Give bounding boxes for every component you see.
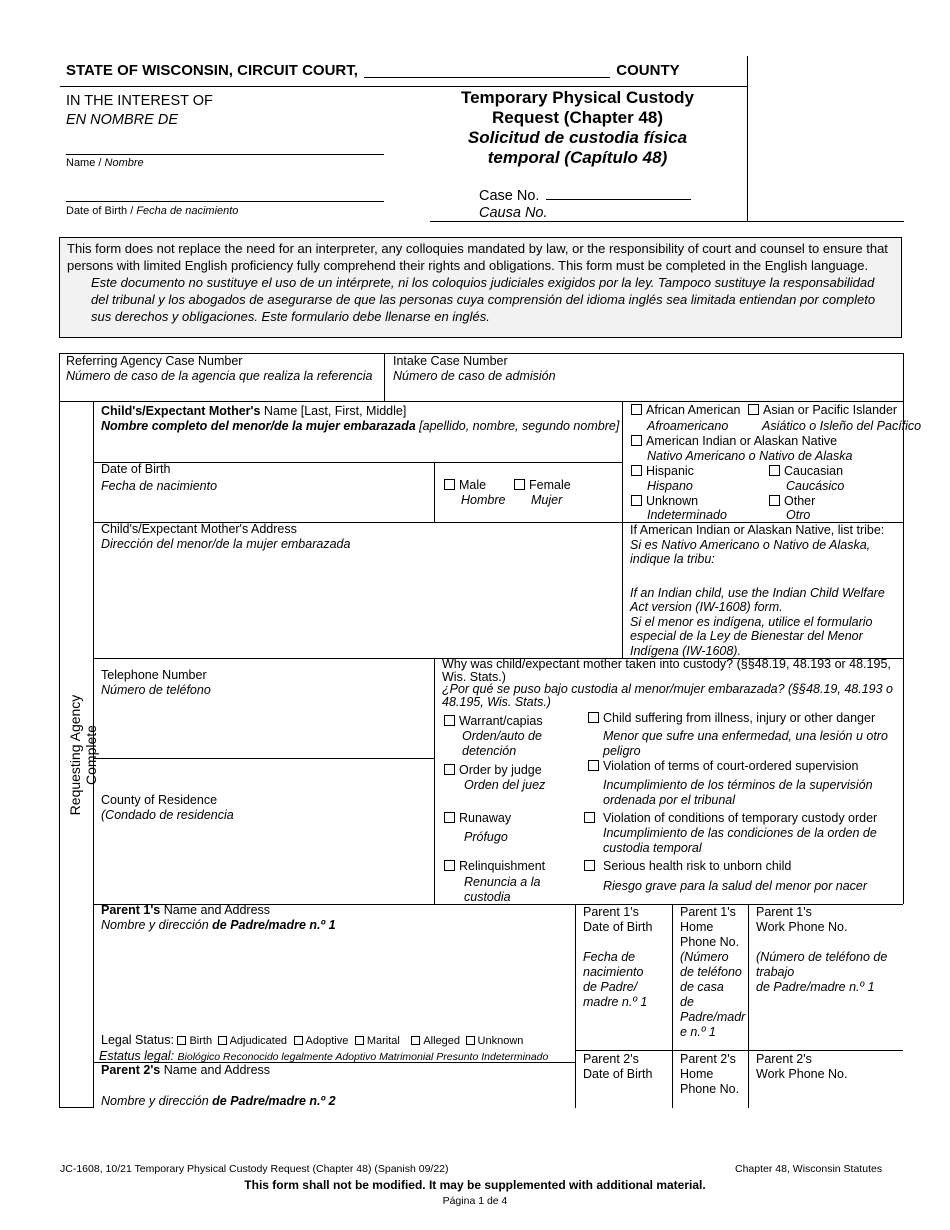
modify-warning: This form shall not be modified. It may be supplemented with additional material. <box>244 1178 706 1192</box>
child-dob-field[interactable]: Date of Birth Fecha de nacimiento <box>101 462 218 493</box>
notice-box <box>59 237 902 338</box>
african-checkbox[interactable] <box>631 404 642 415</box>
custody-question: Why was child/expectant mother taken into custody? (§§48.19, 48.193 or 48.195, Wis. Stats.) ¿Por qué se puso bajo custodia al menor/mujer embarazada? (§§48.19, 48.193 o 48.195, Wis. Stats.) <box>442 657 893 709</box>
reason-runaway[interactable]: Runaway <box>444 811 511 826</box>
name-line[interactable] <box>66 154 384 155</box>
legal-marital[interactable]: Marital <box>355 1035 400 1047</box>
judge-checkbox[interactable] <box>444 764 455 775</box>
court-prefix: STATE OF WISCONSIN, CIRCUIT COURT, <box>66 62 358 79</box>
native-checkbox[interactable] <box>631 435 642 446</box>
interest-en: IN THE INTEREST OF <box>66 93 213 109</box>
case-no-field[interactable] <box>546 187 691 200</box>
case-no-es: Causa No. <box>479 205 548 221</box>
legal-status-es: Estatus legal: Biológico Reconocido legalmente Adoptivo Matrimonial Presunto Indeterminado <box>99 1049 549 1063</box>
form-id: JC-1608, 10/21 Temporary Physical Custody Request (Chapter 48) (Spanish 09/22) <box>60 1163 449 1175</box>
warrant-checkbox[interactable] <box>444 715 455 726</box>
title-es-2: temporal (Capítulo 48) <box>487 148 668 167</box>
intake-case-number[interactable]: Intake Case Number Número de caso de admisión <box>393 354 556 383</box>
reason-warrant[interactable]: Warrant/capias <box>444 714 543 729</box>
referring-case-number[interactable]: Referring Agency Case Number Número de caso de la agencia que realiza la referencia <box>66 354 373 383</box>
title-en-1: Temporary Physical Custody <box>460 88 695 107</box>
reason-supervision[interactable]: Violation of terms of court-ordered supervision <box>588 759 858 774</box>
page-number: Página 1 de 4 <box>442 1195 508 1207</box>
race-unknown[interactable]: Unknown <box>631 494 698 509</box>
parent2-dob[interactable]: Parent 2's Date of Birth <box>583 1052 653 1081</box>
reason-relinquishment[interactable]: Relinquishment <box>444 859 545 874</box>
parent1-name-field[interactable]: Parent 1's Name and Address Nombre y dirección de Padre/madre n.º 1 <box>101 903 336 932</box>
caucasian-checkbox[interactable] <box>769 465 780 476</box>
parent1-work-phone[interactable]: Parent 1's Work Phone No. (Número de teléfono de trabajo de Padre/madre n.º 1 <box>756 905 888 994</box>
female-checkbox[interactable] <box>514 479 525 490</box>
reason-illness[interactable]: Child suffering from illness, injury or other danger <box>588 711 875 726</box>
interest-es: EN NOMBRE DE <box>66 112 178 128</box>
health-risk-checkbox[interactable] <box>584 860 595 871</box>
statute-ref: Chapter 48, Wisconsin Statutes <box>735 1163 883 1175</box>
race-african[interactable]: African American <box>631 403 740 418</box>
sex-male[interactable]: Male <box>444 478 486 493</box>
notice-en: This form does not replace the need for an interpreter, any colloquies mandated by law, or the responsibility of court and counsel to ensure that persons with limited English proficiency fully comprehend their rights and obligations. This form must be completed in the English language. <box>67 241 888 273</box>
legal-birth[interactable]: Birth <box>177 1035 212 1047</box>
hispanic-checkbox[interactable] <box>631 465 642 476</box>
race-caucasian[interactable]: Caucasian <box>769 464 843 479</box>
dob-line[interactable] <box>66 201 384 202</box>
child-name-field[interactable]: Child's/Expectant Mother's Name [Last, First, Middle] Nombre completo del menor/de la mujer embarazada [apellido, nombre, segundo nombre] <box>101 404 620 433</box>
legal-adjudicated[interactable]: Adjudicated <box>218 1035 288 1047</box>
title-en-2: Request (Chapter 48) <box>492 108 663 127</box>
reason-judge[interactable]: Order by judge <box>444 763 542 778</box>
legal-alleged[interactable]: Alleged <box>411 1035 460 1047</box>
parent1-home-phone[interactable]: Parent 1's Home Phone No. (Número de teléfono de casa de Padre/madr e n.º 1 <box>680 905 746 1039</box>
asian-checkbox[interactable] <box>748 404 759 415</box>
temporary-order-checkbox[interactable] <box>584 812 595 823</box>
race-hispanic[interactable]: Hispanic <box>631 464 694 479</box>
runaway-checkbox[interactable] <box>444 812 455 823</box>
county-residence-field[interactable]: County of Residence (Condado de residencia <box>101 793 234 822</box>
other-checkbox[interactable] <box>769 495 780 506</box>
legal-status-row: Legal Status: Birth Adjudicated Adoptive Marital Alleged Unknown <box>101 1033 524 1047</box>
reason-temporary-order[interactable]: Violation of conditions of temporary custody order <box>584 811 877 826</box>
parent1-dob[interactable]: Parent 1's Date of Birth Fecha de nacimiento de Padre/ madre n.º 1 <box>583 905 653 1009</box>
name-label: Name / Nombre <box>66 157 144 169</box>
side-label: Requesting Agency Complete <box>67 694 99 816</box>
illness-checkbox[interactable] <box>588 712 599 723</box>
case-no <box>479 187 691 204</box>
phone-field[interactable]: Telephone Number Número de teléfono <box>101 668 211 697</box>
county-label: COUNTY <box>616 62 680 79</box>
parent2-name-field[interactable]: Parent 2's Name and Address Nombre y dirección de Padre/madre n.º 2 <box>101 1063 336 1108</box>
case-no-label: Case No. <box>479 188 540 204</box>
legal-unknown[interactable]: Unknown <box>466 1035 524 1047</box>
tribe-field[interactable]: If American Indian or Alaskan Native, list tribe: Si es Nativo Americano o Nativo de Alaska, indique la tribu: If an Indian child, use the Indian Child Welfare Act version (IW-1608) form. Si el menor es indígena, utilice el formulario especial de la Ley de Bienestar del Menor Indígena (IW-1608). <box>630 523 885 658</box>
title-es-1: Solicitud de custodia física <box>467 128 688 147</box>
legal-adoptive[interactable]: Adoptive <box>294 1035 349 1047</box>
court-header <box>66 62 680 79</box>
header-rule-top <box>60 86 748 87</box>
race-other[interactable]: Other <box>769 494 815 509</box>
relinquishment-checkbox[interactable] <box>444 860 455 871</box>
notice-es: Este documento no sustituye el uso de un intérprete, ni los coloquios judiciales exigidos por la ley. Tampoco sustituye la responsabilidad del tribunal y los abogados de asegurarse de que las personas cuya comprensión del idioma inglés sea limitada entiendan por completo sus derechos y obligaciones. Este formulario debe llenarse en inglés. <box>91 275 876 324</box>
header-rule-bottom <box>430 221 904 222</box>
child-address-field[interactable]: Child's/Expectant Mother's Address Dirección del menor/de la mujer embarazada <box>101 522 351 551</box>
race-asian[interactable]: Asian or Pacific Islander <box>748 403 897 418</box>
form-title <box>430 88 725 168</box>
race-native[interactable]: American Indian or Alaskan Native <box>631 434 837 449</box>
parent2-home-phone[interactable]: Parent 2's Home Phone No. <box>680 1052 740 1096</box>
header-right-rule <box>747 56 748 222</box>
dob-label: Date of Birth / Fecha de nacimiento <box>66 205 239 217</box>
male-checkbox[interactable] <box>444 479 455 490</box>
unknown-checkbox[interactable] <box>631 495 642 506</box>
supervision-checkbox[interactable] <box>588 760 599 771</box>
parent2-work-phone[interactable]: Parent 2's Work Phone No. <box>756 1052 848 1081</box>
sex-female[interactable]: Female <box>514 478 571 493</box>
reason-health-risk[interactable]: Serious health risk to unborn child <box>584 859 791 874</box>
county-field[interactable] <box>364 63 610 78</box>
